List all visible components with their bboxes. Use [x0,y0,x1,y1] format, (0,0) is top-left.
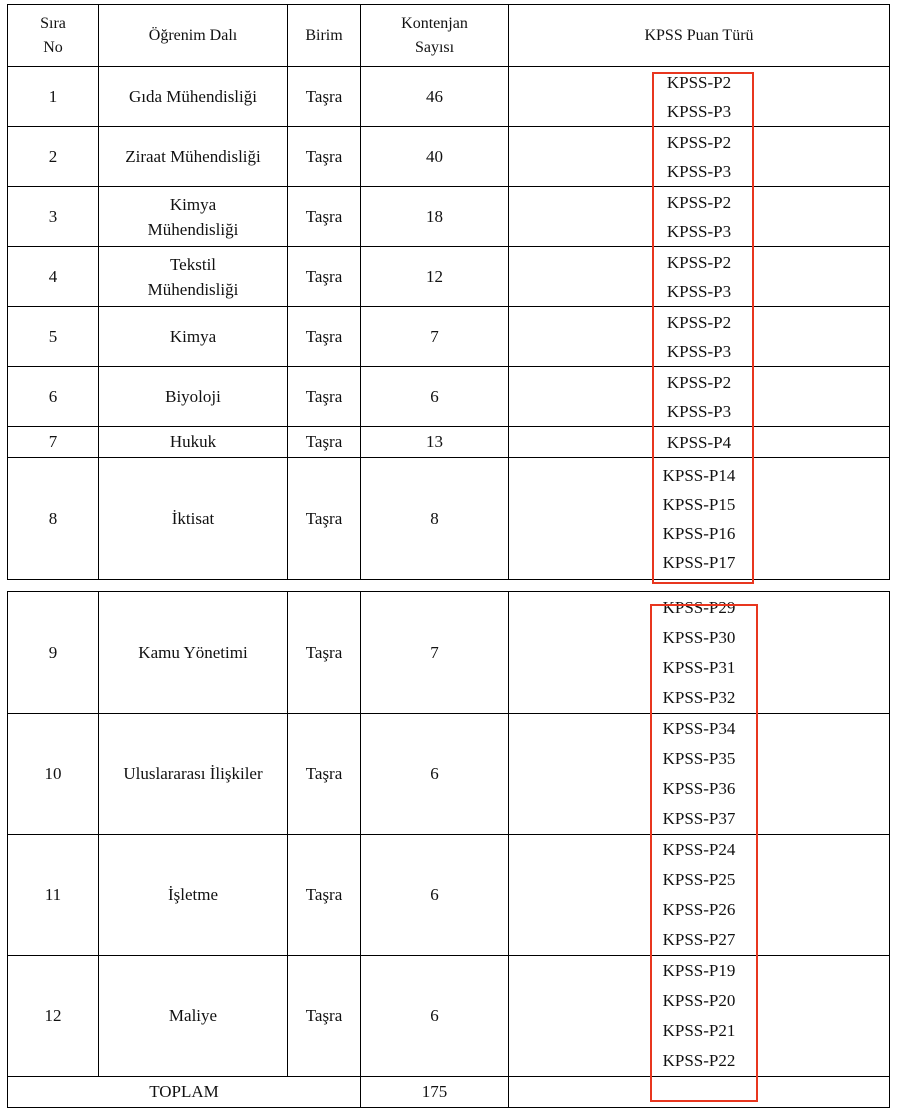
total-label: TOPLAM [8,1077,361,1108]
row-unit: Taşra [288,835,361,956]
table-row [8,592,890,714]
table-row [8,67,890,127]
quota-table-part1 [7,4,890,580]
kpss-code: KPSS-P22 [662,1051,736,1070]
row-no: 11 [8,835,99,956]
kpss-code: KPSS-P3 [666,221,732,241]
kpss-code: KPSS-P25 [662,870,736,889]
table-row [8,458,890,580]
row-kpss [509,956,890,1077]
kpss-code: KPSS-P2 [666,192,732,212]
table-row [8,956,890,1077]
kpss-code: KPSS-P26 [662,900,736,919]
row-name-line1: Kimya [169,194,217,214]
row-quota: 6 [361,956,509,1077]
row-name [99,187,288,247]
kpss-code: KPSS-P3 [666,161,732,181]
kpss-code: KPSS-P2 [666,372,732,392]
total-kpss-empty [509,1077,890,1108]
row-unit: Taşra [288,367,361,427]
row-name: Maliye [99,956,288,1077]
row-unit: Taşra [288,67,361,127]
kpss-code: KPSS-P17 [662,552,736,572]
row-unit: Taşra [288,956,361,1077]
kpss-code: KPSS-P2 [666,72,732,92]
total-row [8,1077,890,1108]
row-quota: 6 [361,367,509,427]
row-kpss [509,458,890,580]
kpss-code: KPSS-P2 [666,132,732,152]
row-kpss [509,187,890,247]
row-name [99,247,288,307]
row-quota: 6 [361,714,509,835]
header-quota-line1: Kontenjan [401,14,468,32]
row-name-line2: Mühendisliği [147,279,239,299]
row-unit: Taşra [288,458,361,580]
row-no: 3 [8,187,99,247]
row-quota: 6 [361,835,509,956]
table-row [8,187,890,247]
row-kpss [509,67,890,127]
row-kpss [509,592,890,714]
header-quota [361,5,509,67]
kpss-code: KPSS-P15 [662,494,736,514]
table-row [8,835,890,956]
row-no: 5 [8,307,99,367]
row-unit: Taşra [288,427,361,458]
row-no: 4 [8,247,99,307]
row-kpss [509,367,890,427]
kpss-code: KPSS-P34 [662,719,736,738]
table-row [8,307,890,367]
row-quota: 40 [361,127,509,187]
kpss-code: KPSS-P14 [662,465,736,485]
header-no-line1: Sıra [40,14,66,32]
kpss-code: KPSS-P3 [666,401,732,421]
row-quota: 7 [361,592,509,714]
row-no: 9 [8,592,99,714]
kpss-code: KPSS-P27 [662,930,736,949]
kpss-code: KPSS-P4 [666,432,732,452]
row-kpss [509,247,890,307]
row-quota: 12 [361,247,509,307]
kpss-code: KPSS-P31 [662,657,736,677]
row-name-line1: Tekstil [169,254,217,274]
kpss-code: KPSS-P37 [662,809,736,828]
row-no: 6 [8,367,99,427]
row-kpss [509,307,890,367]
table-row [8,427,890,458]
header-unit: Birim [288,5,361,67]
header-no [8,5,99,67]
row-unit: Taşra [288,247,361,307]
table-row [8,247,890,307]
row-no: 8 [8,458,99,580]
kpss-code: KPSS-P24 [662,840,736,859]
row-kpss [509,427,890,458]
kpss-code: KPSS-P2 [666,312,732,332]
row-quota: 13 [361,427,509,458]
row-quota: 18 [361,187,509,247]
total-value: 175 [361,1077,509,1108]
row-unit: Taşra [288,714,361,835]
row-name: Kimya [99,307,288,367]
table-row [8,127,890,187]
kpss-code: KPSS-P16 [662,523,736,543]
row-unit: Taşra [288,127,361,187]
header-kpss: KPSS Puan Türü [509,5,890,67]
kpss-code: KPSS-P32 [662,687,736,707]
table-header-row [8,5,890,67]
row-name: İşletme [99,835,288,956]
kpss-code: KPSS-P29 [662,597,736,617]
quota-table-part2 [7,591,890,1108]
row-quota: 46 [361,67,509,127]
header-no-line2: No [43,38,63,56]
table-row [8,367,890,427]
kpss-code: KPSS-P3 [666,281,732,301]
row-name: Uluslararası İlişkiler [99,714,288,835]
row-unit: Taşra [288,187,361,247]
kpss-code: KPSS-P2 [666,252,732,272]
row-kpss [509,714,890,835]
kpss-code: KPSS-P3 [666,101,732,121]
kpss-code: KPSS-P20 [662,991,736,1010]
row-unit: Taşra [288,307,361,367]
row-name-line2: Mühendisliği [147,219,239,239]
row-quota: 8 [361,458,509,580]
kpss-code: KPSS-P21 [662,1021,736,1040]
row-name: Ziraat Mühendisliği [99,127,288,187]
row-kpss [509,835,890,956]
row-name: İktisat [99,458,288,580]
row-name: Kamu Yönetimi [99,592,288,714]
row-no: 10 [8,714,99,835]
table-row [8,714,890,835]
kpss-code: KPSS-P36 [662,779,736,798]
kpss-code: KPSS-P3 [666,341,732,361]
kpss-code: KPSS-P19 [662,961,736,980]
row-name: Hukuk [99,427,288,458]
header-quota-line2: Sayısı [414,38,455,56]
row-name: Biyoloji [99,367,288,427]
header-name: Öğrenim Dalı [99,5,288,67]
row-kpss [509,127,890,187]
row-name: Gıda Mühendisliği [99,67,288,127]
row-no: 7 [8,427,99,458]
row-no: 12 [8,956,99,1077]
row-no: 2 [8,127,99,187]
kpss-code: KPSS-P35 [662,749,736,768]
kpss-code: KPSS-P30 [662,627,736,647]
row-quota: 7 [361,307,509,367]
row-no: 1 [8,67,99,127]
row-unit: Taşra [288,592,361,714]
